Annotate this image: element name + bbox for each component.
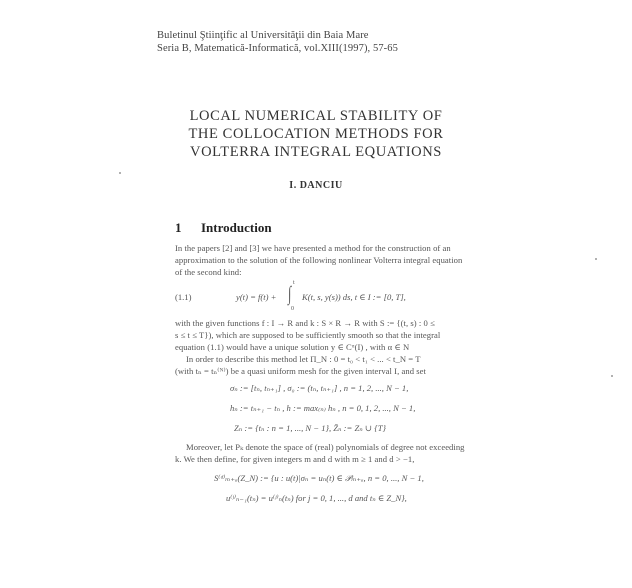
scan-speck [611, 375, 613, 377]
section-number: 1 [175, 220, 182, 235]
paragraph-1-line-2: approximation to the solution of the following nonlinear Volterra integral equation [175, 255, 463, 265]
paper-title-line-3: VOLTERRA INTEGRAL EQUATIONS [190, 144, 442, 160]
section-title: Introduction [201, 220, 272, 235]
paragraph-1-line-1: In the papers [2] and [3] we have presented a method for the construction of an [175, 243, 451, 253]
journal-name: Buletinul Ştiinţific al Universităţii din Baia Mare [157, 30, 369, 41]
paragraph-3-line-1: In order to describe this method let Π_N : 0 = t₀ < t₁ < ... < t_N = T [186, 354, 421, 364]
integral-sign: ∫ [288, 283, 292, 305]
paragraph-2-line-3: equation (1.1) would have a unique solution y ∈ Cᵅ(I) , with α ∈ N [175, 342, 410, 352]
paragraph-4-line-2: k. We then define, for given integers m and d with m ≥ 1 and d > −1, [175, 454, 415, 464]
integral-lower-limit: 0 [291, 306, 294, 312]
equation-1-1-label: (1.1) [175, 292, 192, 302]
equation-1-1-left: y(t) = f(t) + [236, 292, 277, 302]
journal-series: Seria B, Matematică-Informatică, vol.XIII(1997), 57-65 [157, 43, 398, 54]
paragraph-2-line-2: s ≤ t ≤ T}), which are supposed to be sufficiently smooth so that the integral [175, 330, 441, 340]
equation-spline-space: S⁽ᵈ⁾ₘ₊ₐ(Z_N) := {u : u(t)|σₙ = uₙ(t) ∈ 𝒫ₘ₊ₐ, n = 0, ..., N − 1, [214, 473, 424, 483]
equation-1-1-right: K(t, s, y(s)) ds, t ∈ I := [0, T], [302, 292, 406, 302]
integral-upper-limit: t [293, 280, 295, 286]
equation-continuity: u⁽ʲ⁾ₙ₋₁(tₙ) = u⁽ʲ⁾ₙ(tₙ) for j = 0, 1, ..., d and tₙ ∈ Z_N}, [226, 493, 407, 503]
equation-sigma: σₙ := [tₙ, tₙ₊₁] , σ₀ := (tₙ, tₙ₊₁] , n = 1, 2, ..., N − 1, [230, 383, 409, 393]
paragraph-1-line-3: of the second kind: [175, 267, 242, 277]
paper-author: I. DANCIU [289, 180, 343, 191]
scan-speck [119, 172, 121, 174]
paragraph-3-line-2: (with tₙ = tₙ⁽ᴺ⁾) be a quasi uniform mesh for the given interval I, and set [175, 366, 426, 376]
scan-speck [595, 258, 597, 260]
section-heading [175, 220, 272, 236]
equation-h: hₙ := tₙ₊₁ − tₙ , h := max₍ₙ₎ hₙ , n = 0, 1, 2, ..., N − 1, [230, 403, 416, 413]
paragraph-2-line-1: with the given functions f : I → R and k : S × R → R with S := {(t, s) : 0 ≤ [175, 318, 435, 328]
paper-title-line-1: LOCAL NUMERICAL STABILITY OF [189, 108, 443, 124]
paragraph-4-line-1: Moreover, let Pₖ denote the space of (real) polynomials of degree not exceeding [186, 442, 465, 452]
paper-title-line-2: THE COLLOCATION METHODS FOR [188, 126, 444, 142]
equation-z: Zₙ := {tₙ : n = 1, ..., N − 1}, Z̄ₙ := Zₙ ∪ {T} [234, 423, 386, 433]
